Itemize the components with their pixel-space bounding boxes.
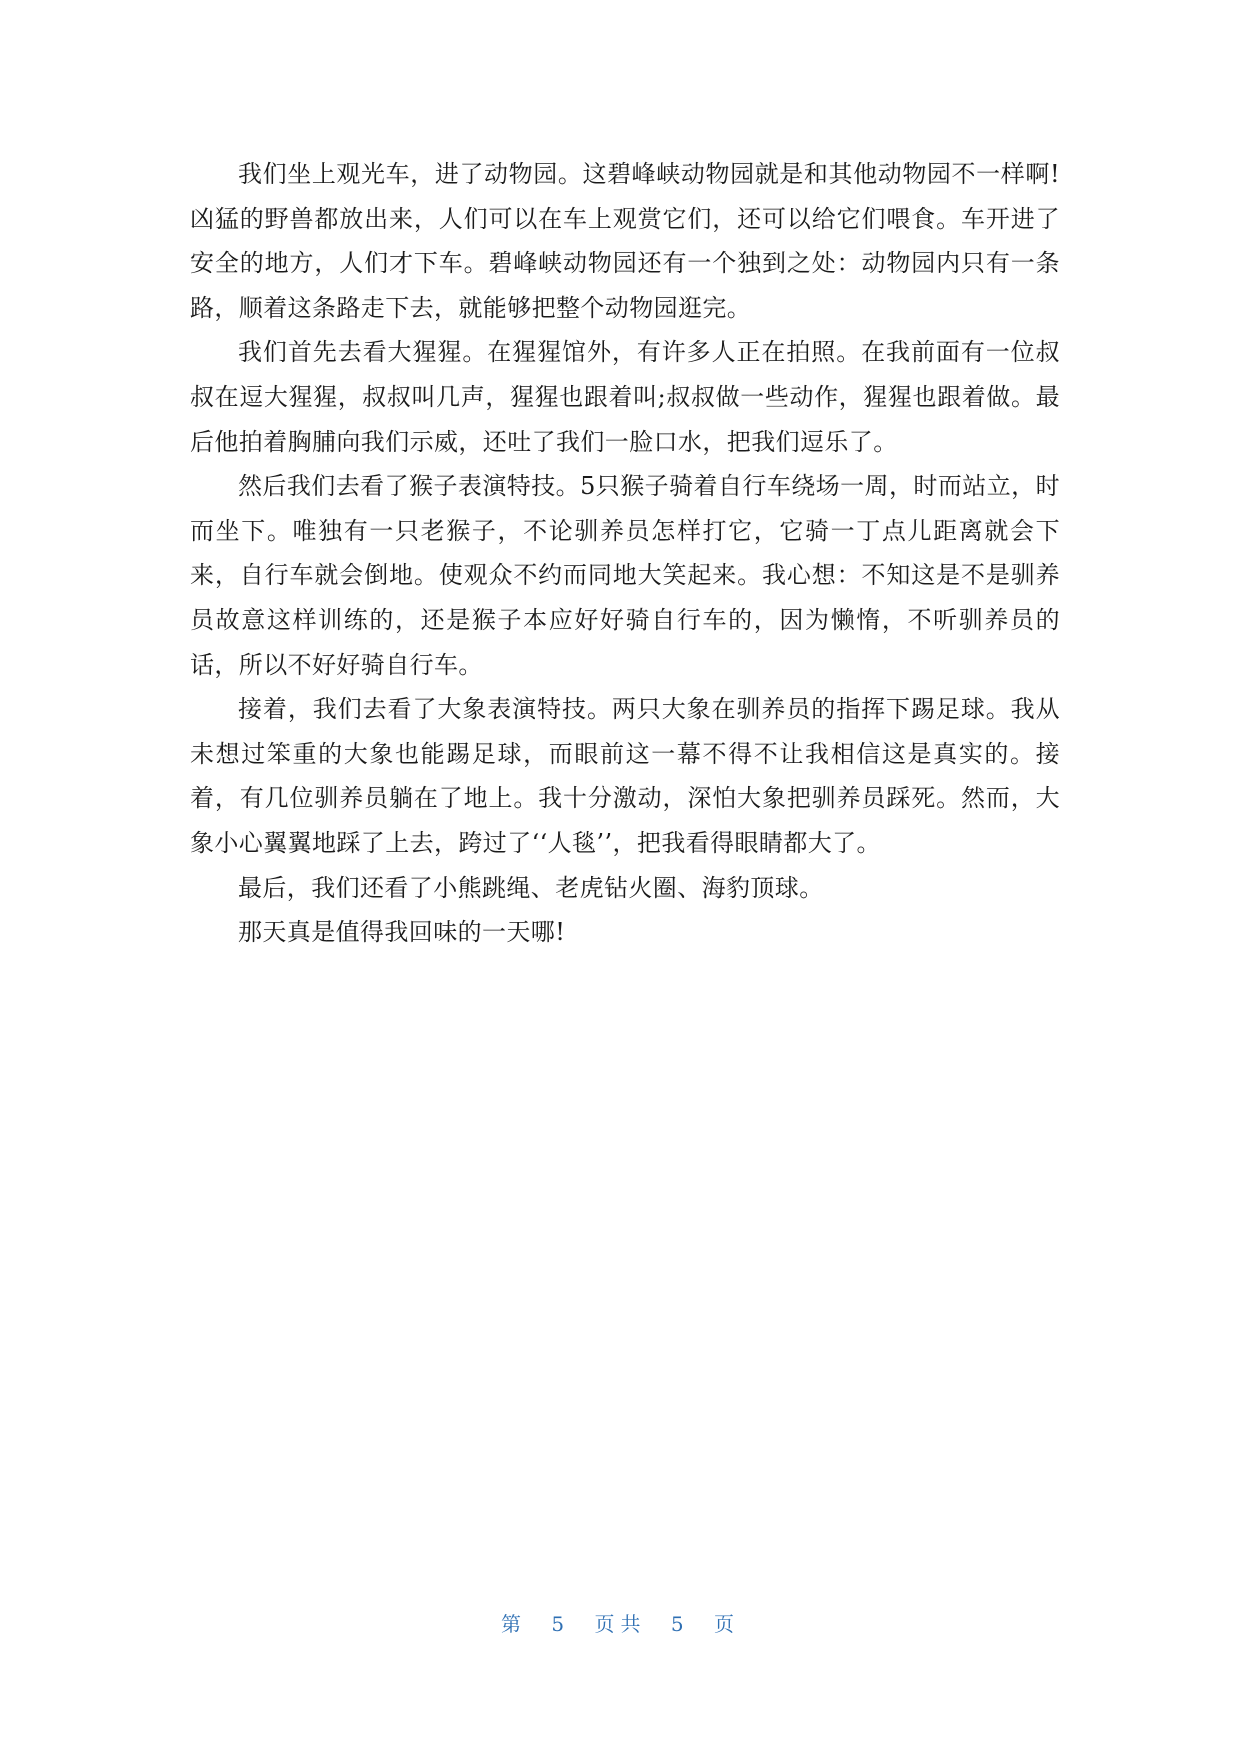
page-footer [0, 1608, 1241, 1637]
paragraph: 最后，我们还看了小熊跳绳、老虎钻火圈、海豹顶球。 [238, 873, 824, 902]
paragraph: 接着，我们去看了大象表演特技。两只大象在驯养员的指挥下踢足球。我从未想过笨重的大象也能踢足球，而眼前这一幕不得不让我相信这是真实的。接着，有几位驯养员躺在了地上。我十分激动，深怕大象把驯养员踩死。然而，大象小心翼翼地踩了上去，跨过了‘‘人毯’’，把我看得眼睛都大了。 [190, 695, 1060, 857]
paragraph: 那天真是值得我回味的一天哪! [238, 918, 566, 947]
paragraph: 我们坐上观光车，进了动物园。这碧峰峡动物园就是和其他动物园不一样啊!凶猛的野兽都放出来，人们可以在车上观赏它们，还可以给它们喂食。车开进了安全的地方，人们才下车。碧峰峡动物园还有一个独到之处：动物园内只有一条路，顺着这条路走下去，就能够把整个动物园逛完。 [190, 160, 1060, 322]
paragraph: 我们首先去看大猩猩。在猩猩馆外，有许多人正在拍照。在我前面有一位叔叔在逗大猩猩，叔叔叫几声，猩猩也跟着叫;叔叔做一些动作，猩猩也跟着做。最后他拍着胸脯向我们示威，还吐了我们一脸口水，把我们逗乐了。 [190, 338, 1060, 456]
footer-total-pages: 5 [670, 1612, 690, 1636]
footer-current-page: 5 [551, 1612, 571, 1636]
footer-suffix: 页 [713, 1612, 740, 1636]
footer-prefix: 第 [501, 1612, 528, 1636]
document-body [190, 152, 1060, 955]
paragraph: 然后我们去看了猴子表演特技。5只猴子骑着自行车绕场一周，时而站立，时而坐下。唯独有一只老猴子，不论驯养员怎样打它，它骑一丁点儿距离就会下来，自行车就会倒地。使观众不约而同地大笑起来。我心想：不知这是不是驯养员故意这样训练的，还是猴子本应好好骑自行车的，因为懒惰，不听驯养员的话，所以不好好骑自行车。 [190, 472, 1060, 679]
footer-middle: 页共 [594, 1612, 647, 1636]
